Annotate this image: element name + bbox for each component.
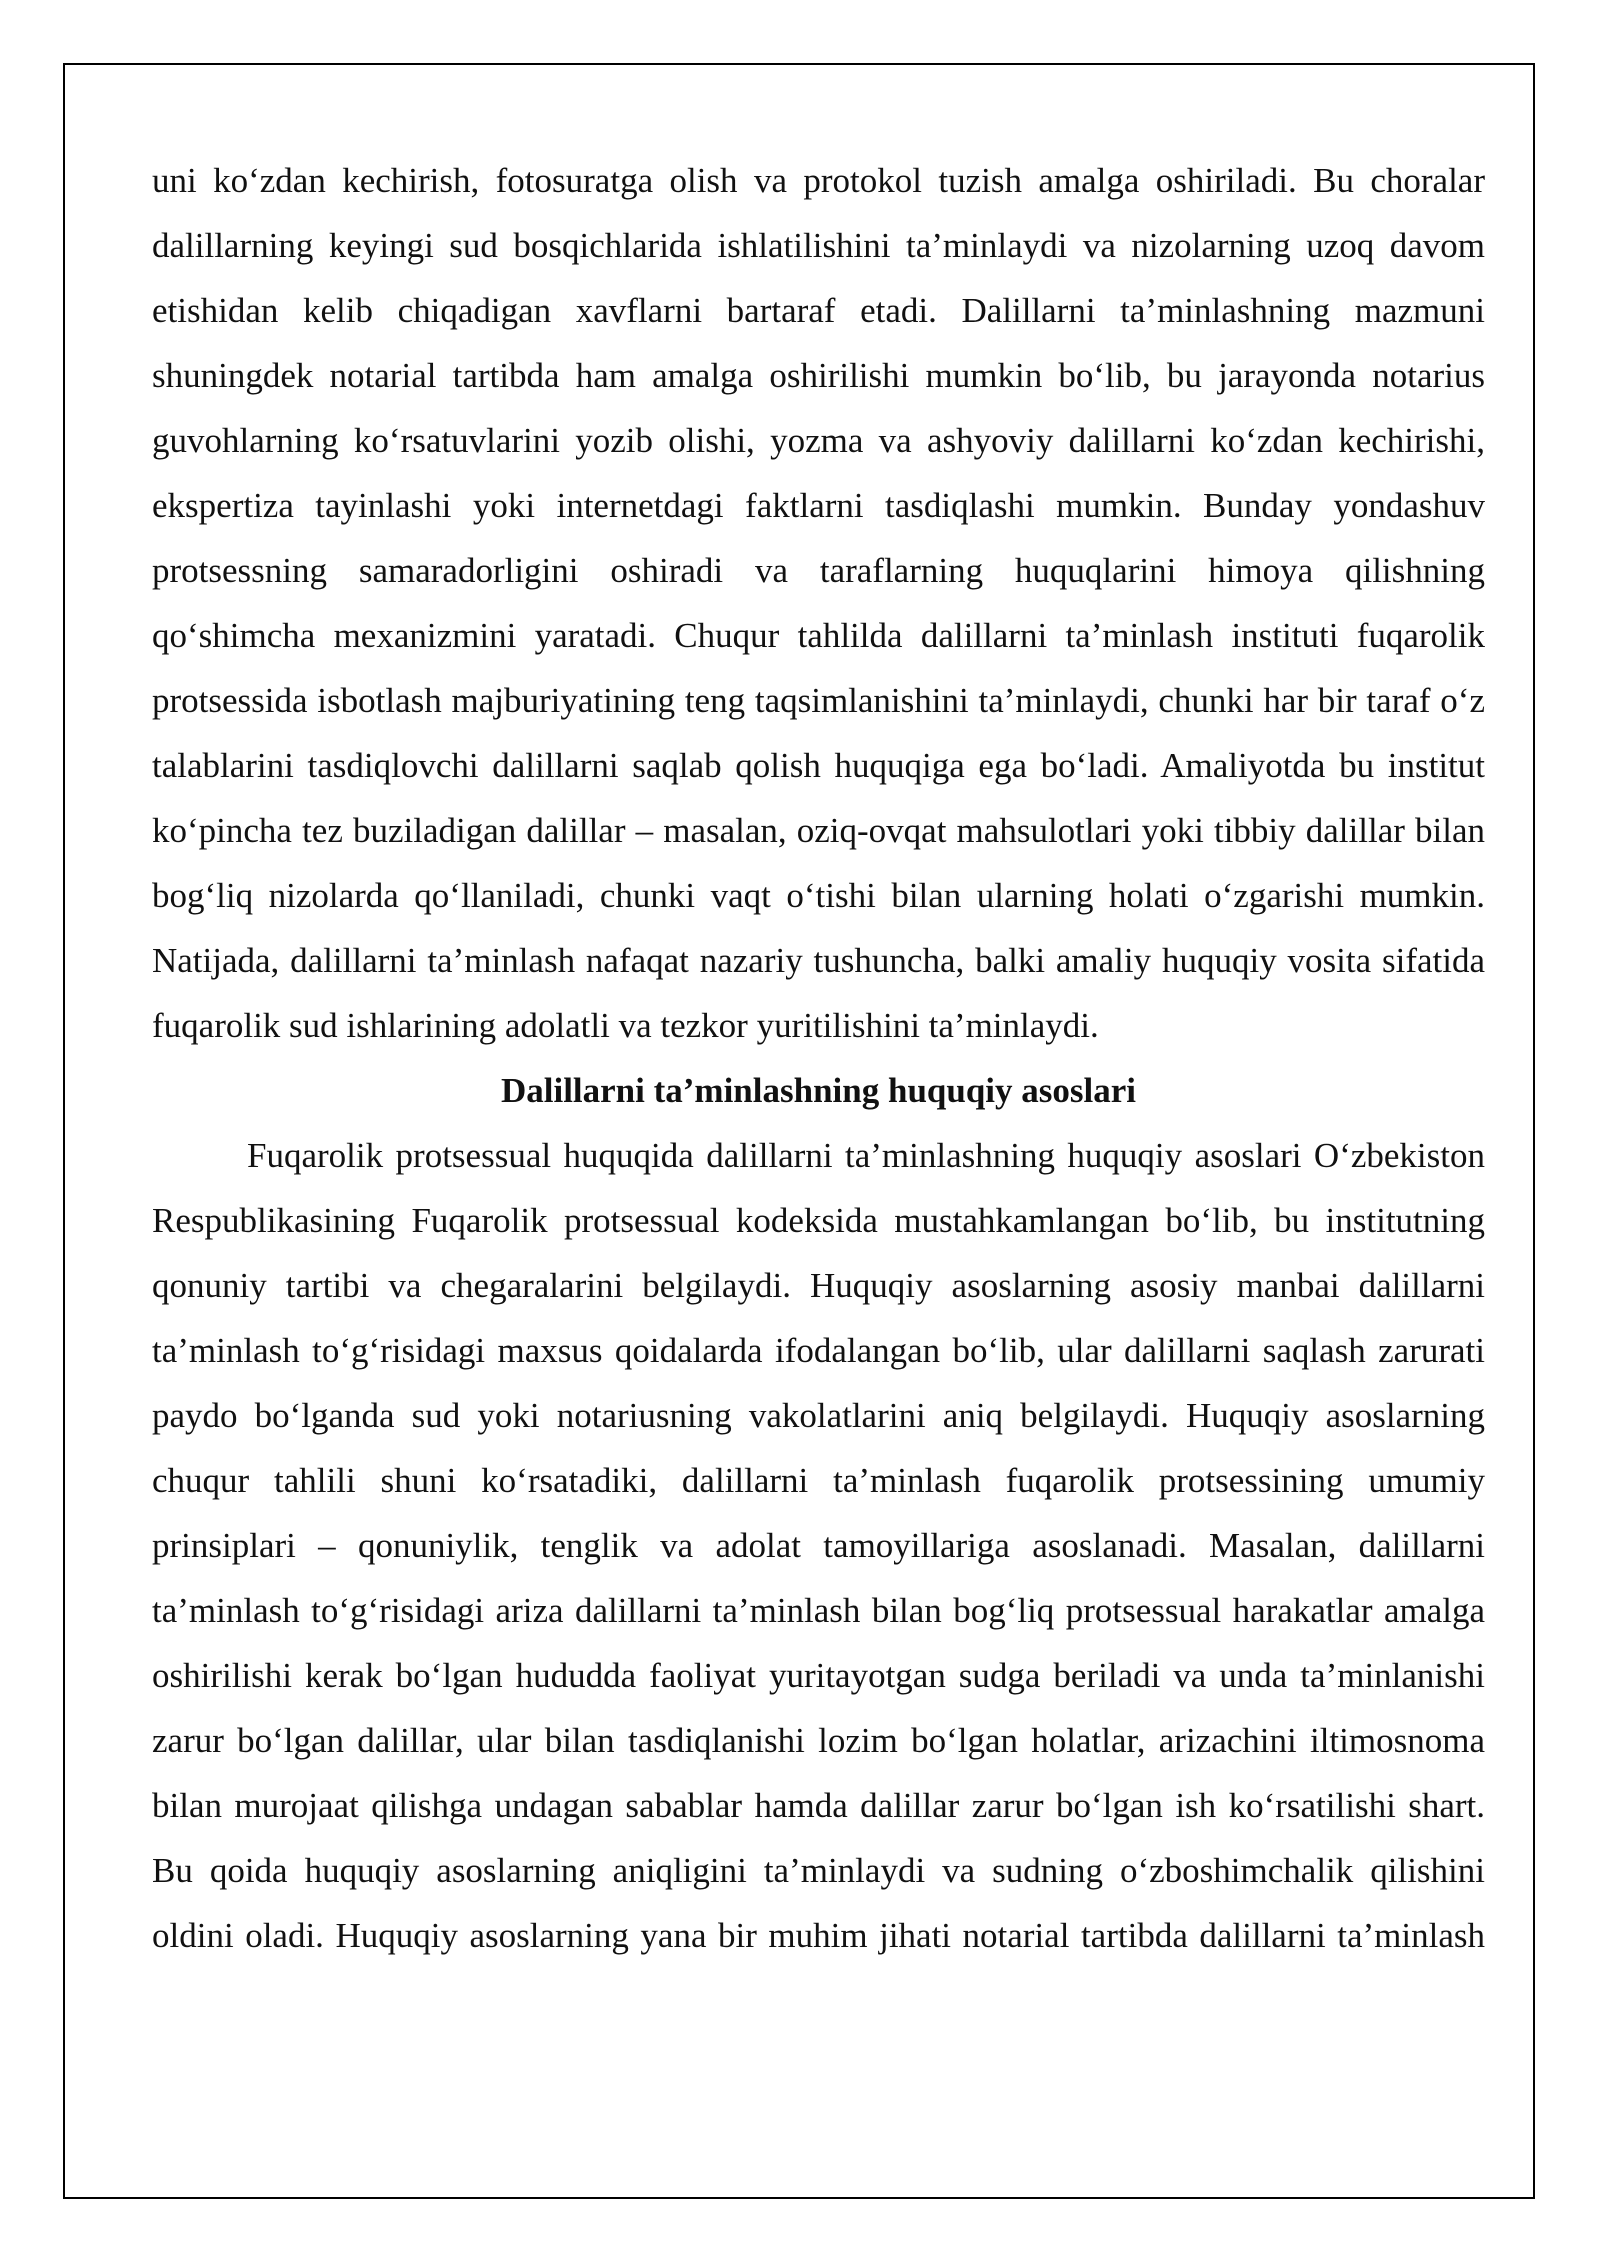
section-heading: Dalillarni ta’minlashning huquqiy asoslari [500,1071,1137,1110]
paragraph-continuation: uni ko‘zdan kechirish, fotosuratga olish va protokol tuzish amalga oshiriladi. Bu choralar dalillarning keyingi sud bosqichlarida ishlatilishini ta’minlaydi va nizolarning uzoq davom etishidan kelib chiqadigan xavflarni bartaraf etadi. Dalillarni ta’minlashning mazmuni shuningdek notarial tartibda ham amalga oshirilishi mumkin bo‘lib, bu jarayonda notarius guvohlarning ko‘rsatuvlarini yozib olishi, yozma va ashyoviy dalillarni ko‘zdan kechirishi, ekspertiza tayinlashi yoki internetdagi faktlarni tasdiqlashi mumkin. Bunday yondashuv protsessning samaradorligini oshiradi va taraflarning huquqlarini himoya qilishning qo‘shimcha mexanizmini yaratadi. Chuqur tahlilda dalillarni ta’minlash instituti fuqarolik protsessida isbotlash majburiyatining teng taqsimlanishini ta’minlaydi, chunki har bir taraf o‘z talablarini tasdiqlovchi dalillarni saqlab qolish huquqiga ega bo‘ladi. Amaliyotda bu institut ko‘pincha tez buziladigan dalillar – masalan, oziq-ovqat mahsulotlari yoki tibbiy dalillar bilan bog‘liq nizolarda qo‘llaniladi, chunki vaqt o‘tishi bilan ularning holati o‘zgarishi mumkin. Natijada, dalillarni ta’minlash nafaqat nazariy tushuncha, balki amaliy huquqiy vosita sifatida fuqarolik sud ishlarining adolatli va tezkor yuritilishini ta’minlaydi. [152,161,1485,1045]
paragraph-legal-basis: Fuqarolik protsessual huquqida dalillarni ta’minlashning huquqiy asoslari O‘zbekiston Respublikasining Fuqarolik protsessual kodeksida mustahkamlangan bo‘lib, bu institutning qonuniy tartibi va chegaralarini belgilaydi. Huquqiy asoslarning asosiy manbai dalillarni ta’minlash to‘g‘risidagi maxsus qoidalarda ifodalangan bo‘lib, ular dalillarni saqlash zarurati paydo bo‘lganda sud yoki notariusning vakolatlarini aniq belgilaydi. Huquqiy asoslarning chuqur tahlili shuni ko‘rsatadiki, dalillarni ta’minlash fuqarolik protsessining umumiy prinsiplari – qonuniylik, tenglik va adolat tamoyillariga asoslanadi. Masalan, dalillarni ta’minlash to‘g‘risidagi ariza dalillarni ta’minlash bilan bog‘liq protsessual harakatlar amalga oshirilishi kerak bo‘lgan hududda faoliyat yuritayotgan sudga beriladi va unda ta’minlanishi zarur bo‘lgan dalillar, ular bilan tasdiqlanishi lozim bo‘lgan holatlar, arizachini iltimosnoma bilan murojaat qilishga undagan sabablar hamda dalillar zarur bo‘lgan ish ko‘rsatilishi shart. Bu qoida huquqiy asoslarning aniqligini ta’minlaydi va sudning o‘zboshimchalik qilishini oldini oladi. Huquqiy asoslarning yana bir muhim jihati notarial tartibda dalillarni ta’minlash [152,1136,1485,1955]
document-body [152,148,1485,1968]
